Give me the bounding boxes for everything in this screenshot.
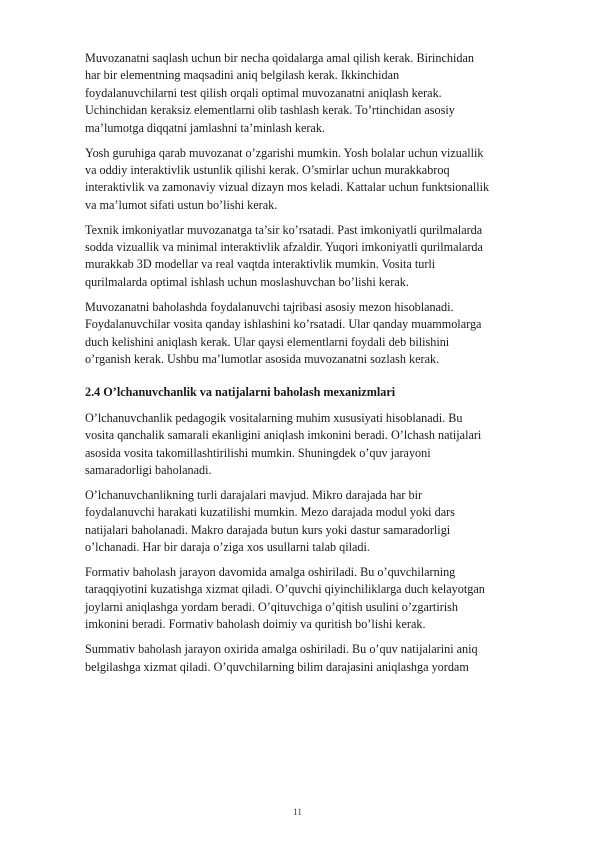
paragraph-summative-assessment: Summativ baholash jarayon oxirida amalga oshiriladi. Bu o’quv natijalarini aniq belgilashga xizmat qiladi. O’quvchilarning bilim darajasini aniqlashga yordam (85, 642, 478, 674)
paragraph-formative-assessment: Formativ baholash jarayon davomida amalga oshiriladi. Bu o’quvchilarning taraqqiyotini kuzatishga xizmat qiladi. O’quvchi qiyinchiliklarga duch kelayotgan joylarni aniqlashga yordam beradi. O’qituvchiga o’qitish usulini o’zgartirish imkonini beradi. Formativ baholash doimiy va quritish bo’lishi kerak. (85, 565, 485, 632)
page-content (85, 50, 551, 684)
paragraph-measurability: O’lchanuvchanlik pedagogik vositalarning muhim xususiyati hisoblanadi. Bu vosita qanchalik samarali ekanligini aniqlash imkonini beradi. O’lchash natijalari asosida vosita takomillashtirilishi mumkin. Shuningdek o’quv jarayoni samaradorligi baholanadi. (85, 410, 482, 478)
paragraph-user-experience: Muvozanatni baholashda foydalanuvchi tajribasi asosiy mezon hisoblanadi. Foydalanuvchilar vosita qanday ishlashini ko’rsatadi. Ular qanday muammolarga duch kelishini aniqlash kerak. Ular qaysi elementlarni foydali deb bilishini o’rganish kerak. Ushbu ma’lumotlar asosida muvozanatni sozlash kerak. (85, 299, 482, 366)
page-number: 11 (293, 807, 302, 817)
paragraph-age-groups: Yosh guruhiga qarab muvozanat o’zgarishi mumkin. Yosh bolalar uchun vizuallik va oddiy interaktivlik ustunlik qilishi kerak. O’smirlar uchun murakkabroq interaktivlik va zamonaviy vizual dizayn mos keladi. Kattalar uchun funktsionallik va ma’lumot sifati ustun bo’lishi kerak. (85, 145, 490, 212)
paragraph-technical-capabilities: Texnik imkoniyatlar muvozanatga ta’sir ko’rsatadi. Past imkoniyatli qurilmalarda sodda vizuallik va minimal interaktivlik afzaldir. Yuqori imkoniyatli qurilmalarda murakkab 3D modellar va real vaqtda interaktivlik mumkin. Vosita turli qurilmalarda optimal ishlash uchun moslashuvchan bo’lishi kerak. (85, 222, 483, 289)
paragraph-balance-rules: Muvozanatni saqlash uchun bir necha qoidalarga amal qilish kerak. Birinchidan har bir elementning maqsadini aniq belgilash kerak. Ikkinchidan foydalanuvchilarni test qilish orqali optimal muvozanatni aniqlash kerak. Uchinchidan keraksiz elementlarni olib tashlash kerak. To’rtinchidan asosiy ma’lumotga diqqatni jamlashni ta’minlash kerak. (85, 51, 474, 135)
paragraph-measurement-levels: O’lchanuvchanlikning turli darajalari mavjud. Mikro darajada har bir foydalanuvchi harakati kuzatilishi mumkin. Mezo darajada modul yoki dars natijalari baholanadi. Makro darajada butun kurs yoki dastur samaradorligi o’lchanadi. Har bir daraja o’ziga xos usullarni talab qiladi. (85, 487, 455, 555)
section-heading: 2.4 O’lchanuvchanlik va natijalarni baholash mexanizmlari (85, 385, 396, 400)
